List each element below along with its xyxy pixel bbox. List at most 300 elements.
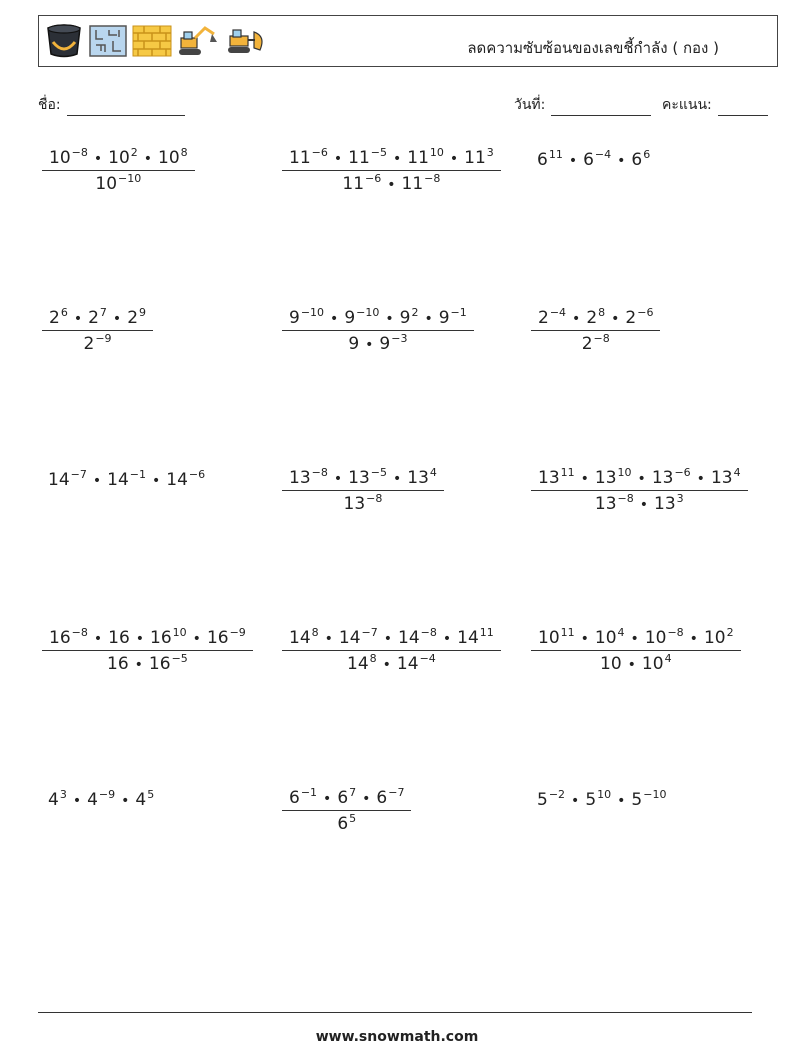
base: 6 [337,788,349,808]
multiply-dot: • [617,793,626,809]
exponent: −8 [366,492,383,505]
exponent: −9 [229,626,246,639]
base: 9 [399,308,411,328]
exponent: −10 [643,788,667,801]
fraction [282,628,501,674]
exponent: −8 [617,492,634,505]
power-term [538,628,575,648]
product-expression [537,150,650,170]
worksheet-title: ลดความซับซ้อนของเลขชี้กำลัง ( กอง ) [467,39,719,57]
base: 10 [594,628,617,648]
multiply-dot: • [442,631,452,647]
power-term [642,654,672,674]
fraction [531,628,741,674]
base: 4 [135,790,147,810]
power-term [149,654,188,674]
multiply-dot: • [72,793,82,809]
problem-5 [282,308,474,354]
power-term [595,494,634,514]
exponent: 4 [617,626,625,639]
power-term [400,308,419,328]
power-term [347,654,377,674]
product-expression [48,470,205,490]
name-label: ชื่อ: [38,97,61,113]
exponent: 2 [411,306,419,319]
score-label: คะแนน: [662,97,712,113]
power-term [595,468,632,488]
exponent: −5 [370,146,387,159]
exponent: 2 [726,626,734,639]
base: 10 [95,174,118,194]
product-expression [537,790,666,810]
denominator [42,330,153,354]
power-term [402,174,441,194]
base: 14 [457,628,479,648]
multiply-dot: • [387,177,396,193]
exponent: −5 [171,652,188,665]
multiply-dot: • [639,497,649,513]
name-blank[interactable] [67,101,185,116]
base: 11 [407,148,429,168]
base: 9 [344,308,356,328]
multiply-dot: • [385,311,394,327]
exponent: 4 [429,466,437,479]
denominator [42,650,253,674]
power-term [439,308,467,328]
exponent: 5 [147,788,155,801]
fraction [282,468,444,514]
exponent: −6 [637,306,654,319]
exponent: 4 [664,652,672,665]
denominator [531,650,741,674]
fraction [42,308,153,354]
exponent: −7 [388,786,405,799]
base: 2 [49,308,60,328]
base: 14 [398,628,420,648]
exponent: −9 [95,332,112,345]
exponent: 8 [180,146,188,159]
power-term [464,148,494,168]
multiply-dot: • [333,151,343,167]
base: 13 [348,468,370,488]
date-blank[interactable] [551,101,651,116]
power-term [49,148,88,168]
base: 13 [654,494,676,514]
problem-9 [531,468,748,514]
base: 10 [600,654,622,674]
power-term [595,628,625,648]
multiply-dot: • [324,631,333,647]
multiply-dot: • [134,657,143,673]
base: 16 [150,628,172,648]
multiply-dot: • [151,473,161,489]
denominator [42,170,195,194]
exponent: −8 [71,626,88,639]
base: 10 [644,628,667,648]
problem-1 [42,148,195,194]
exponent: 11 [479,626,494,639]
power-term [337,788,356,808]
multiply-dot: • [192,631,201,647]
power-term [407,148,444,168]
problem-13 [48,790,154,810]
exponent: 9 [139,306,147,319]
excavator-icon [177,24,219,58]
power-term [289,628,319,648]
power-term [538,308,566,328]
multiply-dot: • [696,471,705,487]
power-term [652,468,691,488]
problem-12 [531,628,741,674]
exponent: −2 [548,788,566,801]
exponent: −1 [300,786,318,799]
numerator [282,308,474,330]
exponent: −1 [450,306,467,319]
power-term [166,470,205,490]
power-term [158,148,188,168]
base: 4 [48,790,59,810]
exponent: −5 [370,466,387,479]
multiply-dot: • [449,151,459,167]
exponent: −3 [391,332,408,345]
power-term [87,790,115,810]
base: 9 [348,334,360,354]
base: 9 [438,308,450,328]
exponent: −8 [311,466,328,479]
base: 2 [581,334,593,354]
exponent: 8 [311,626,319,639]
power-term [537,790,565,810]
multiply-dot: • [323,791,332,807]
denominator [531,330,660,354]
worksheet-header [38,15,778,67]
base: 11 [342,174,365,194]
fraction [282,788,411,834]
base: 16 [206,628,229,648]
base: 13 [538,468,560,488]
exponent: 3 [486,146,494,159]
denominator [282,330,474,354]
problem-6 [531,308,660,354]
base: 2 [83,334,95,354]
multiply-dot: • [365,337,374,353]
base: 4 [87,790,98,810]
base: 11 [348,148,370,168]
base: 14 [396,654,419,674]
multiply-dot: • [93,631,103,647]
base: 6 [337,814,349,834]
base: 10 [703,628,726,648]
power-term [289,788,317,808]
problem-2 [282,148,501,194]
base: 10 [49,148,71,168]
score-blank[interactable] [718,101,768,116]
multiply-dot: • [112,311,122,327]
power-term [49,308,68,328]
multiply-dot: • [630,631,639,647]
base: 6 [376,788,388,808]
multiply-dot: • [392,151,402,167]
base: 14 [107,470,129,490]
numerator [42,628,253,650]
exponent: −10 [356,306,380,319]
base: 13 [289,468,311,488]
power-term [108,628,130,648]
base: 13 [594,468,617,488]
base: 13 [710,468,733,488]
power-term [704,628,734,648]
exponent: −1 [129,468,146,481]
base: 16 [107,654,129,674]
multiply-dot: • [637,471,646,487]
base: 13 [343,494,366,514]
header-icons [44,22,268,60]
base: 14 [347,654,369,674]
exponent: 11 [560,626,575,639]
power-term [645,628,684,648]
power-term [654,494,684,514]
multiply-dot: • [333,471,343,487]
multiply-dot: • [93,151,103,167]
multiply-dot: • [424,311,433,327]
brick-wall-icon [132,25,172,57]
power-term [348,148,387,168]
power-term [88,308,107,328]
exponent: −8 [71,146,88,159]
power-term [49,628,88,648]
power-term [398,628,437,648]
fraction [282,148,501,194]
bucket-icon [44,22,84,60]
multiply-dot: • [571,793,580,809]
power-term [207,628,246,648]
power-term [457,628,494,648]
date-field [514,94,651,116]
power-term [344,308,379,328]
problem-11 [282,628,501,674]
numerator [42,308,153,330]
multiply-dot: • [92,473,102,489]
exponent: 5 [349,812,357,825]
base: 16 [148,654,171,674]
multiply-dot: • [382,657,391,673]
base: 2 [127,308,139,328]
numerator [531,628,741,650]
problem-15 [537,790,666,810]
problem-4 [42,308,153,354]
exponent: −8 [593,332,610,345]
denominator [282,170,501,194]
multiply-dot: • [572,311,581,327]
base: 10 [538,628,560,648]
base: 6 [537,150,548,170]
bulldozer-icon [224,26,268,56]
multiply-dot: • [580,631,589,647]
fraction [531,308,660,354]
multiply-dot: • [392,471,402,487]
base: 16 [108,628,130,648]
base: 16 [49,628,71,648]
exponent: 6 [643,148,651,161]
fraction [531,468,748,514]
power-term [631,150,650,170]
exponent: −6 [365,172,382,185]
base: 14 [289,628,311,648]
exponent: −6 [311,146,328,159]
power-term [107,470,146,490]
base: 2 [88,308,99,328]
numerator [282,148,501,170]
power-term [48,470,87,490]
base: 2 [625,308,637,328]
power-term [585,790,611,810]
base: 6 [583,150,594,170]
multiply-dot: • [580,471,589,487]
problem-7 [48,470,205,490]
exponent: −4 [594,148,612,161]
multiply-dot: • [689,631,698,647]
numerator [282,788,411,810]
base: 6 [631,150,643,170]
exponent: −10 [300,306,325,319]
multiply-dot: • [568,153,578,169]
exponent: −8 [420,626,437,639]
power-term [339,628,378,648]
denominator [282,810,411,834]
exponent: −10 [118,172,142,185]
exponent: −7 [361,626,378,639]
exponent: 11 [548,148,563,161]
power-term [397,654,436,674]
product-expression [48,790,154,810]
base: 2 [538,308,549,328]
power-term [586,308,605,328]
base: 5 [631,790,643,810]
exponent: 10 [597,788,612,801]
exponent: 7 [99,306,107,319]
base: 6 [289,788,300,808]
footer-divider [38,1012,752,1013]
multiply-dot: • [362,791,371,807]
exponent: 6 [60,306,68,319]
base: 11 [464,148,486,168]
fraction [42,628,253,674]
exponent: 8 [598,306,606,319]
base: 5 [537,790,548,810]
multiply-dot: • [330,311,339,327]
power-term [379,334,407,354]
power-term [342,174,381,194]
date-label: วันที่: [514,97,546,113]
power-term [48,790,67,810]
power-term [108,148,138,168]
fraction [42,148,195,194]
multiply-dot: • [383,631,393,647]
base: 11 [401,174,424,194]
problem-10 [42,628,253,674]
power-term [337,814,356,834]
power-term [107,654,129,674]
denominator [282,650,501,674]
numerator [531,308,660,330]
multiply-dot: • [143,151,153,167]
base: 10 [158,148,180,168]
base: 14 [338,628,361,648]
power-term [583,150,611,170]
problem-3 [537,150,650,170]
power-term [95,174,141,194]
power-term [135,790,154,810]
exponent: −8 [667,626,684,639]
power-term [348,334,359,354]
power-term [407,468,437,488]
multiply-dot: • [627,657,636,673]
base: 14 [48,470,70,490]
power-term [83,334,111,354]
exponent: 10 [617,466,632,479]
base: 14 [166,470,188,490]
power-term [625,308,653,328]
numerator [531,468,748,490]
power-term [631,790,666,810]
numerator [282,628,501,650]
power-term [376,788,404,808]
exponent: −6 [188,468,206,481]
multiply-dot: • [73,311,83,327]
power-term [537,150,563,170]
exponent: 2 [130,146,138,159]
base: 13 [651,468,674,488]
power-term [582,334,610,354]
numerator [282,468,444,490]
multiply-dot: • [135,631,145,647]
power-term [348,468,387,488]
power-term [538,468,575,488]
power-term [344,494,383,514]
exponent: −9 [98,788,116,801]
fraction [282,308,474,354]
base: 13 [407,468,429,488]
power-term [600,654,622,674]
power-term [289,148,328,168]
multiply-dot: • [611,311,620,327]
exponent: −7 [70,468,87,481]
base: 9 [289,308,300,328]
exponent: 10 [429,146,444,159]
name-field [38,94,185,116]
base: 5 [585,790,597,810]
footer-website: www.snowmath.com [315,1029,479,1045]
power-term [150,628,187,648]
multiply-dot: • [121,793,130,809]
denominator [282,490,444,514]
exponent: −6 [674,466,691,479]
power-term [289,468,328,488]
base: 9 [379,334,391,354]
exponent: 11 [560,466,575,479]
problem-8 [282,468,444,514]
numerator [42,148,195,170]
exponent: −4 [419,652,436,665]
exponent: 7 [349,786,357,799]
base: 11 [289,148,311,168]
exponent: −8 [424,172,441,185]
base: 13 [594,494,617,514]
exponent: −4 [549,306,567,319]
exponent: 8 [369,652,377,665]
power-term [289,308,324,328]
exponent: 3 [676,492,684,505]
